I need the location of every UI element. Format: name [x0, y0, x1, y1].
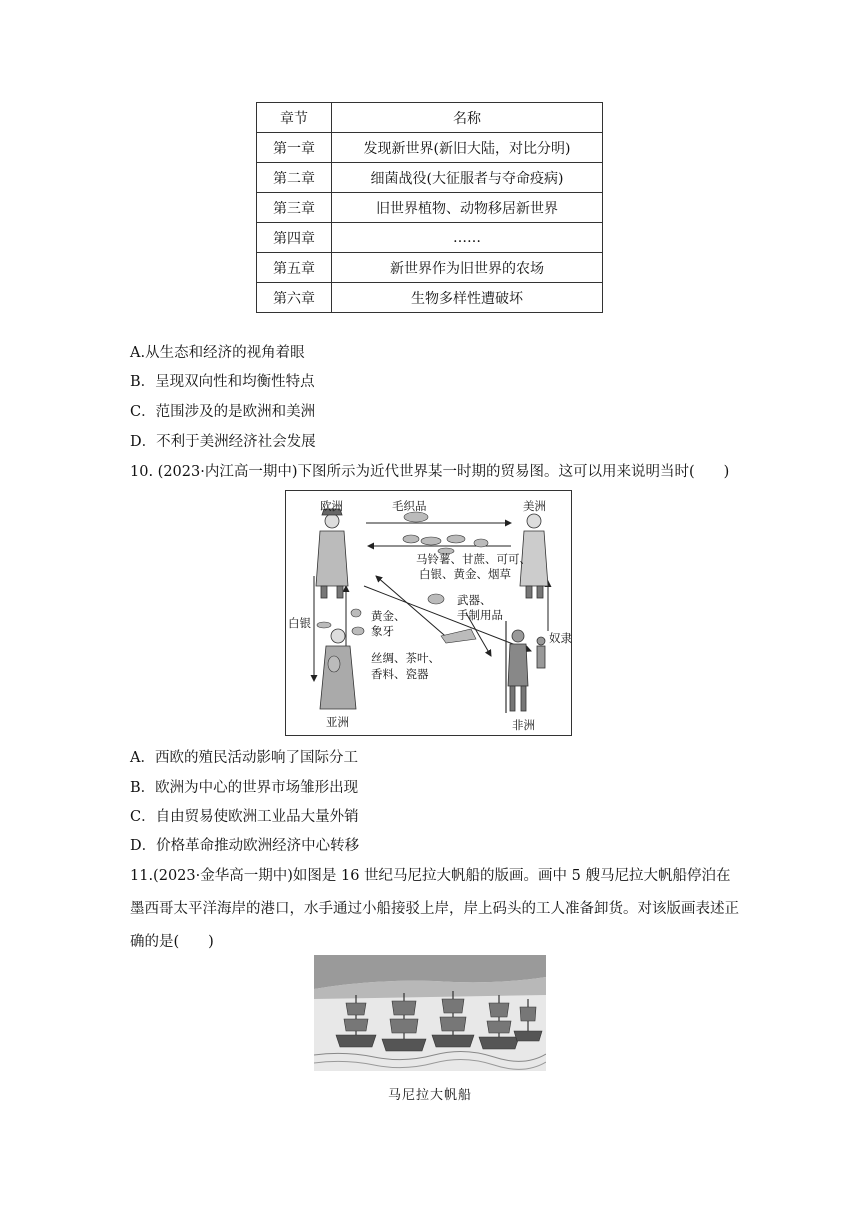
- europe-figure-icon: [316, 509, 348, 598]
- q11-stem: 11.(2023·金华高一期中)如图是 16 世纪马尼拉大帆船的版画。画中 5 艘马尼拉大帆船停泊在墨西哥太平洋海岸的港口，水手通过小船接驳上岸，岸上码头的工人准备卸货。对该版画表述正确的是( ): [130, 868, 739, 950]
- trade-diagram-art: [286, 491, 571, 735]
- table-cell: 第四章: [257, 223, 332, 253]
- table-row: [257, 283, 603, 313]
- label-silver: 白银: [288, 616, 311, 630]
- q10-stem: 10. (2023·内江高一期中)下图所示为近代世界某一时期的贸易图。这可以用来说明当时( ): [130, 464, 730, 480]
- q10-option-a: A．西欧的殖民活动影响了国际分工: [130, 750, 358, 766]
- table-cell: 旧世界植物、动物移居新世界: [332, 193, 603, 223]
- table-row: [257, 253, 603, 283]
- label-asia-goods-1: 丝绸、茶叶、: [371, 651, 440, 665]
- table-cell: 细菌战役(大征服者与夺命疫病): [332, 163, 603, 193]
- q10-option-d: D．价格革命推动欧洲经济中心转移: [130, 838, 360, 854]
- table-cell: 第三章: [257, 193, 332, 223]
- table-header-cell: 章节: [257, 103, 332, 133]
- table-header-row: [257, 103, 603, 133]
- table-cell: 第二章: [257, 163, 332, 193]
- table-cell: 新世界作为旧世界的农场: [332, 253, 603, 283]
- table-cell: 第一章: [257, 133, 332, 163]
- q10-option-c: C．自由贸易使欧洲工业品大量外销: [130, 809, 359, 825]
- trade-diagram: [285, 490, 572, 736]
- label-america: 美洲: [523, 499, 546, 513]
- q9-option-d: D．不利于美洲经济社会发展: [130, 434, 316, 450]
- label-wool: 毛织品: [392, 499, 427, 513]
- label-slaves: 奴隶: [549, 631, 572, 645]
- galleon-image: [314, 955, 546, 1071]
- label-gold-1: 黄金、: [371, 609, 406, 623]
- label-america-goods-1: 马铃薯、甘蔗、可可、: [416, 552, 531, 566]
- q10-option-b: B．欧洲为中心的世界市场雏形出现: [130, 780, 359, 796]
- table-header-cell: 名称: [332, 103, 603, 133]
- label-weapons-2: 手制用品: [457, 608, 503, 622]
- figure-caption: 马尼拉大帆船: [387, 1088, 472, 1103]
- label-weapons-1: 武器、: [457, 593, 492, 607]
- manila-galleon-print: [314, 955, 546, 1071]
- label-europe: 欧洲: [320, 499, 343, 513]
- table-cell: ……: [332, 223, 603, 253]
- label-africa: 非洲: [512, 718, 535, 732]
- table-cell: 生物多样性遭破坏: [332, 283, 603, 313]
- label-gold-2: 象牙: [371, 624, 394, 638]
- africa-figure-icon: [506, 621, 545, 713]
- table-cell: 第六章: [257, 283, 332, 313]
- q9-option-c: C．范围涉及的是欧洲和美洲: [130, 404, 316, 420]
- table-row: [257, 223, 603, 253]
- table-cell: 发现新世界(新旧大陆，对比分明): [332, 133, 603, 163]
- table-cell: 第五章: [257, 253, 332, 283]
- label-asia-goods-2: 香料、瓷器: [371, 667, 429, 681]
- label-america-goods-2: 白银、黄金、烟草: [419, 567, 511, 581]
- table-row: [257, 193, 603, 223]
- q9-option-b: B．呈现双向性和均衡性特点: [130, 374, 315, 390]
- table-row: [257, 163, 603, 193]
- table-row: [257, 133, 603, 163]
- label-asia: 亚洲: [326, 715, 349, 729]
- chapter-table: [256, 102, 603, 313]
- q9-option-a: A.从生态和经济的视角着眼: [130, 345, 305, 361]
